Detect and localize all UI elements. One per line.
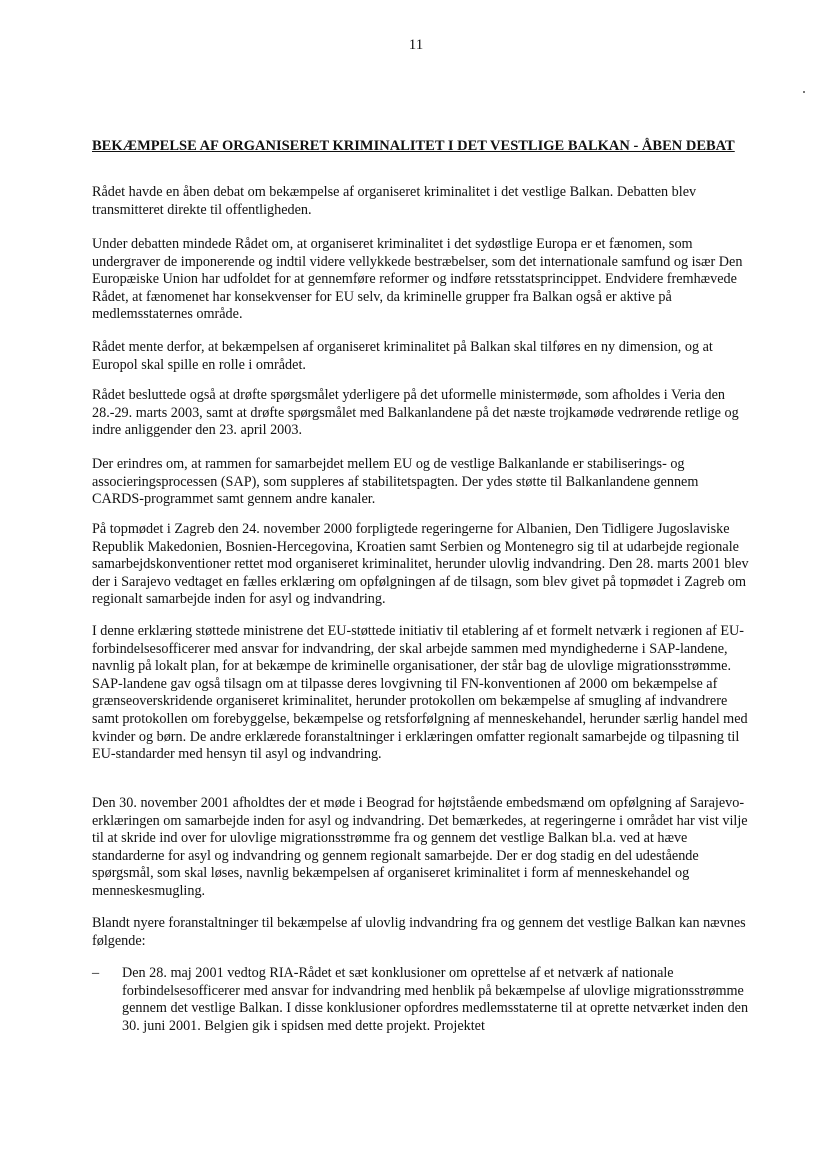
paragraph-4: Rådet besluttede også at drøfte spørgsmålet yderligere på det uformelle ministermøde, som afholdes i Veria den 28.-29. marts 2003, samt at drøfte spørgsmålet med Balkanlandene på det næste trojkamøde vedrørende retlige og indre anliggender den 23. april 2003. [92,387,739,439]
page-number: 11 [408,37,424,53]
paragraph-2: Under debatten mindede Rådet om, at organiseret kriminalitet i det sydøstlige Europa er et fænomen, som undergraver de imponerende og indtil videre vellykkede bestræbelser, som det internationale samfund og især Den Europæiske Union har udfoldet for at gennemføre reformer og indføre retsstatsprincippet. Endvidere fremhævede Rådet, at fænomenet har konsekvenser for EU selv, da kriminelle grupper fra Balkan også er aktive på medlemsstaternes område. [92,236,743,323]
scan-speck [803,91,805,93]
section-heading: BEKÆMPELSE AF ORGANISERET KRIMINALITET I DET VESTLIGE BALKAN - ÅBEN DEBAT [92,138,735,154]
paragraph-1: Rådet havde en åben debat om bekæmpelse af organiseret kriminalitet i det vestlige Balkan. Debatten blev transmitteret direkte til offentligheden. [92,184,697,218]
bullet-item: Den 28. maj 2001 vedtog RIA-Rådet et sæt konklusioner om oprettelse af et netværk af nationale forbindelsesofficerer med ansvar for indvandring med henblik på bekæmpelse af ulovlige migrationsstrømme gennem det vestlige Balkan. I disse konklusioner opfordres medlemsstaterne til at oprette netværket inden den 30. juni 2001. Belgien gik i spidsen med dette projekt. Projektet [122,965,749,1034]
paragraph-9: Blandt nyere foranstaltninger til bekæmpelse af ulovlig indvandring fra og gennem det vestlige Balkan kan nævnes følgende: [92,915,746,949]
paragraph-8: Den 30. november 2001 afholdtes der et møde i Beograd for højtstående embedsmænd om opfølgning af Sarajevo-erklæringen om samarbejde inden for asyl og indvandring. Det bemærkedes, at regeringerne i området har vist vilje til at skride ind over for ulovlige migrationsstrømme fra og gennem det vestlige Balkan bl.a. ved at hæve standarderne for asyl og indvandring og gennem regionalt samarbejde. Der er dog stadig en del udestående spørgsmål, som skal løses, navnlig bekæmpelsen af organiseret kriminalitet i form af menneskehandel og menneskesmugling. [92,795,748,899]
paragraph-7: I denne erklæring støttede ministrene det EU-støttede initiativ til etablering af et formelt netværk i regionen af EU-forbindelsesofficerer med ansvar for indvandring, der skal arbejde sammen med myndighederne i SAP-landene, navnlig på lokalt plan, for at bekæmpe de kriminelle organisationer, der står bag de ulovlige migrationsstrømme. SAP-landene gav også tilsagn om at tilpasse deres lovgivning til FN-konventionen af 2000 om bekæmpelse af grænseoverskridende organiseret kriminalitet, herunder protokollen om bekæmpelse af smugling af indvandrere samt protokollen om forebyggelse, bekæmpelse og retsforfølgning af menneskehandel, herunder særlig handel med kvinder og børn. De andre erklærede foranstaltninger i erklæringen omfatter regionalt samarbejde og tilpasning til EU-standarder med hensyn til asyl og indvandring. [92,623,748,763]
bullet-marker: – [92,965,100,981]
paragraph-3: Rådet mente derfor, at bekæmpelsen af organiseret kriminalitet på Balkan skal tilføres en ny dimension, og at Europol skal spille en rolle i området. [92,339,713,373]
paragraph-5: Der erindres om, at rammen for samarbejdet mellem EU og de vestlige Balkanlande er stabiliserings- og associeringsprocessen (SAP), som suppleres af stabilitetspagten. Der ydes støtte til Balkanlandene gennem CARDS-programmet samt gennem andre kanaler. [92,456,699,508]
paragraph-6: På topmødet i Zagreb den 24. november 2000 forpligtede regeringerne for Albanien, Den Tidligere Jugoslaviske Republik Makedonien, Bosnien-Hercegovina, Kroatien samt Serbien og Montenegro sig til at udarbejde regionale samarbejdskonventioner rettet mod organiseret kriminalitet, herunder ulovlig indvandring. Den 28. marts 2001 blev der i Sarajevo vedtaget en fælles erklæring om opfølgningen af de tilsagn, som blev givet på topmødet i Zagreb om regionalt samarbejde inden for asyl og indvandring. [92,521,749,608]
